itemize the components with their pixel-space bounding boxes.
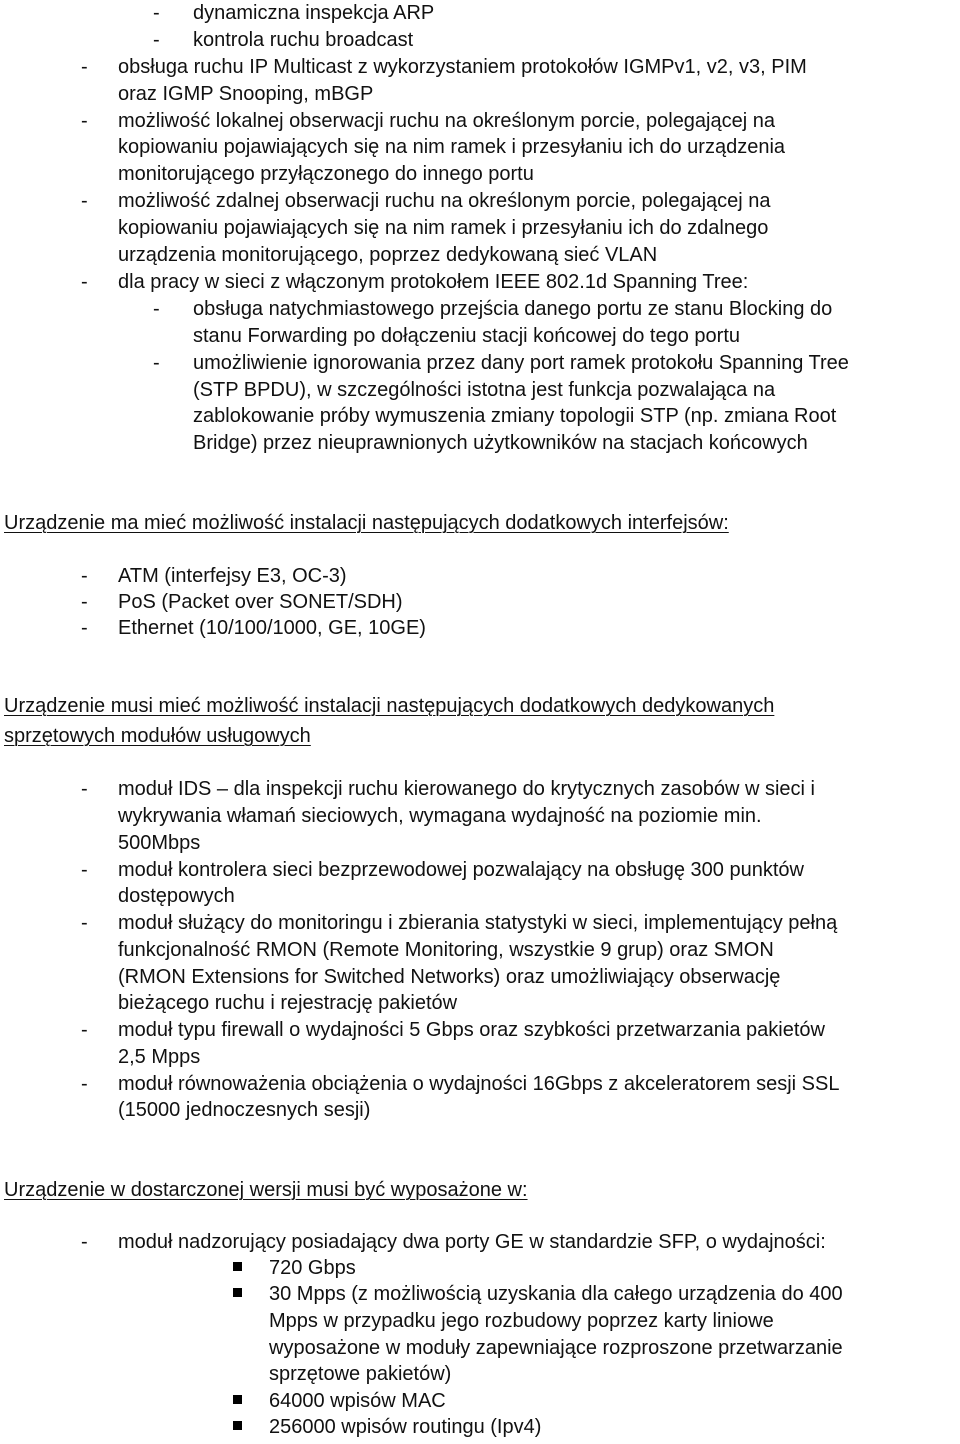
bullet-item-line: 720 Gbps [269, 1257, 356, 1279]
list-dash: - [81, 1073, 88, 1095]
list-subitem-line: obsługa natychmiastowego przejścia danego portu ze stanu Blocking do [193, 298, 833, 320]
list-item-line: moduł nadzorujący posiadający dwa porty GE w standardzie SFP, o wydajności: [118, 1231, 826, 1253]
section-heading: Urządzenie w dostarczonej wersji musi być wyposażone w: [4, 1179, 528, 1201]
list-item-line: wykrywania włamań sieciowych, wymagana wydajność na poziomie min. [118, 805, 762, 827]
list-item-line: urządzenia monitorującego, poprzez dedykowaną sieć VLAN [118, 244, 658, 266]
list-item-line: moduł równoważenia obciążenia o wydajności 16Gbps z akceleratorem sesji SSL [118, 1073, 840, 1095]
bullet-item-line: 256000 wpisów routingu (Ipv4) [269, 1416, 542, 1438]
list-subitem-line: umożliwienie ignorowania przez dany port ramek protokołu Spanning Tree [193, 352, 849, 374]
list-dash: - [81, 912, 88, 934]
list-item-line: (RMON Extensions for Switched Networks) oraz umożliwiający obserwację [118, 966, 781, 988]
list-dash: - [81, 617, 88, 639]
list-dash: - [81, 778, 88, 800]
list-dash: - [153, 298, 160, 320]
list-item: dynamiczna inspekcja ARP [193, 2, 435, 24]
list-item-line: moduł kontrolera sieci bezprzewodowej pozwalający na obsługę 300 punktów [118, 859, 804, 881]
list-item-line: monitorującego przyłączonego do innego portu [118, 163, 534, 185]
list-item-line: dostępowych [118, 885, 235, 907]
list-dash: - [153, 2, 160, 24]
list-item: ATM (interfejsy E3, OC-3) [118, 565, 347, 587]
list-dash: - [81, 1019, 88, 1041]
list-dash: - [81, 859, 88, 881]
list-item-line: 500Mbps [118, 832, 201, 854]
list-subitem-line: stanu Forwarding po dołączeniu stacji końcowej do tego portu [193, 325, 740, 347]
section-heading: Urządzenie musi mieć możliwość instalacji następujących dodatkowych dedykowanych [4, 695, 775, 717]
list-subitem-line: Bridge) przez nieuprawnionych użytkowników na stacjach końcowych [193, 432, 808, 454]
list-dash: - [81, 565, 88, 587]
list-subitem-line: zablokowanie próby wymuszenia zmiany topologii STP (np. zmiana Root [193, 405, 837, 427]
list-dash: - [153, 352, 160, 374]
square-bullet-icon [233, 1262, 242, 1271]
bullet-item-line: Mpps w przypadku jego rozbudowy poprzez karty liniowe [269, 1310, 774, 1332]
list-item-line: bieżącego ruchu i rejestrację pakietów [118, 992, 458, 1014]
list-item-line: możliwość zdalnej obserwacji ruchu na określonym porcie, polegającej na [118, 190, 771, 212]
square-bullet-icon [233, 1395, 242, 1404]
list-item-line: możliwość lokalnej obserwacji ruchu na określonym porcie, polegającej na [118, 110, 775, 132]
list-dash: - [81, 56, 88, 78]
list-subitem-line: (STP BPDU), w szczególności istotna jest funkcja pozwalająca na [193, 379, 776, 401]
list-dash: - [81, 1231, 88, 1253]
list-item-line: moduł IDS – dla inspekcji ruchu kierowanego do krytycznych zasobów w sieci i [118, 778, 815, 800]
list-item-line: oraz IGMP Snooping, mBGP [118, 83, 374, 105]
list-item-line: kopiowaniu pojawiających się na nim ramek i przesyłaniu ich do zdalnego [118, 217, 769, 239]
list-item-line: obsługa ruchu IP Multicast z wykorzystaniem protokołów IGMPv1, v2, v3, PIM [118, 56, 807, 78]
list-item-line: moduł typu firewall o wydajności 5 Gbps oraz szybkości przetwarzania pakietów [118, 1019, 825, 1041]
section-heading: Urządzenie ma mieć możliwość instalacji następujących dodatkowych interfejsów: [4, 512, 729, 534]
list-item-line: 2,5 Mpps [118, 1046, 201, 1068]
list-item: Ethernet (10/100/1000, GE, 10GE) [118, 617, 426, 639]
bullet-item-line: 64000 wpisów MAC [269, 1390, 446, 1412]
bullet-item-line: wyposażone w moduły zapewniające rozproszone przetwarzanie [269, 1337, 843, 1359]
bullet-item-line: sprzętowe pakietów) [269, 1363, 452, 1385]
list-item: kontrola ruchu broadcast [193, 29, 414, 51]
list-item: PoS (Packet over SONET/SDH) [118, 591, 403, 613]
list-dash: - [81, 110, 88, 132]
list-dash: - [81, 271, 88, 293]
bullet-item-line: 30 Mpps (z możliwością uzyskania dla całego urządzenia do 400 [269, 1283, 843, 1305]
list-dash: - [153, 29, 160, 51]
list-item-line: funkcjonalność RMON (Remote Monitoring, wszystkie 9 grup) oraz SMON [118, 939, 774, 961]
list-item-line: (15000 jednoczesnych sesji) [118, 1099, 371, 1121]
list-dash: - [81, 190, 88, 212]
list-item-line: kopiowaniu pojawiających się na nim ramek i przesyłaniu ich do urządzenia [118, 136, 786, 158]
section-heading: sprzętowych modułów usługowych [4, 725, 311, 747]
list-dash: - [81, 591, 88, 613]
square-bullet-icon [233, 1288, 242, 1297]
list-item-line: moduł służący do monitoringu i zbierania statystyki w sieci, implementujący pełną [118, 912, 838, 934]
list-item-line: dla pracy w sieci z włączonym protokołem IEEE 802.1d Spanning Tree: [118, 271, 749, 293]
square-bullet-icon [233, 1421, 242, 1430]
